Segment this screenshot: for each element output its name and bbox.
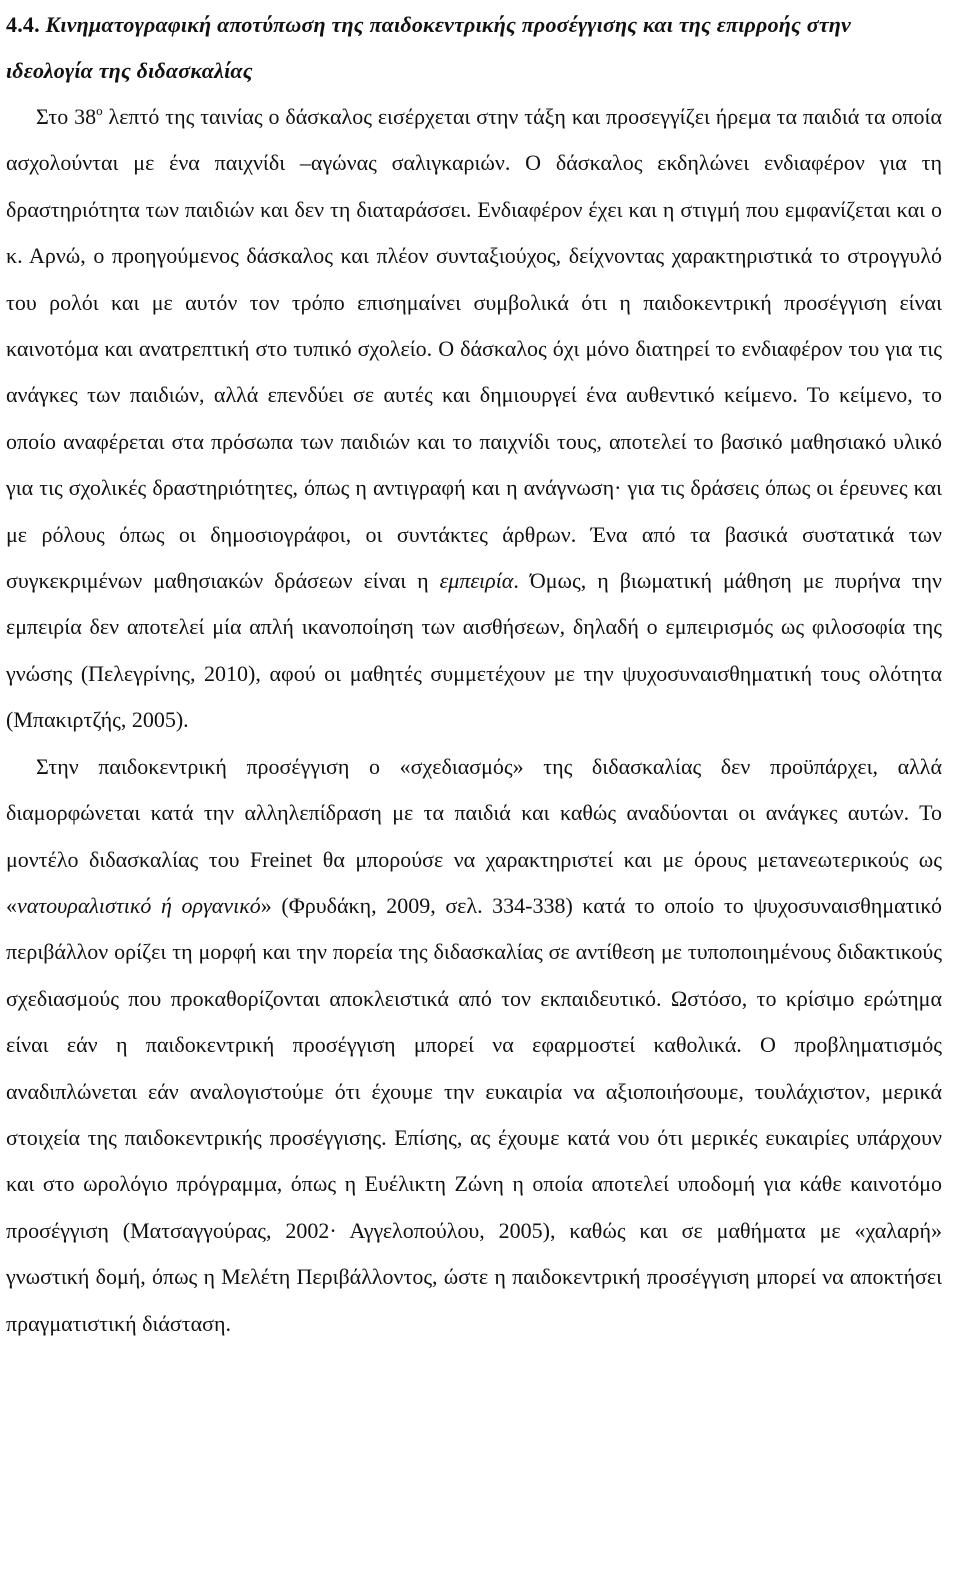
paragraph-1-text-c: . Όμως, η βιωματική μάθηση με πυρήνα την εμπειρία δεν αποτελεί μία απλή ικανοποίηση των αισθήσεων, δηλαδή ο εμπειρισμός ως φιλοσοφία της γνώσης (Πελεγρίνης, 2010), αφού οι μαθητές συμμετέχουν με την ψυχοσυναισθηματική τους ολότητα (Μπακιρτζής, 2005). <box>6 568 942 733</box>
paragraph-1 <box>6 94 942 744</box>
paragraph-1-text-a: Στο 38 <box>36 104 97 129</box>
paragraph-2 <box>6 744 942 1347</box>
section-title: Κινηματογραφική αποτύπωση της παιδοκεντρικής προσέγγισης και της επιρροής στην ιδεολογία της διδασκαλίας <box>6 12 852 83</box>
paragraph-1-text-b: λεπτό της ταινίας ο δάσκαλος εισέρχεται στην τάξη και προσεγγίζει ήρεμα τα παιδιά τα οποία ασχολούνται με ένα παιχνίδι –αγώνας σαλιγκαριών. Ο δάσκαλος εκδηλώνει ενδιαφέρον για τη δραστηριότητα των παιδιών και δεν τη διαταράσσει. Ενδιαφέρον έχει και η στιγμή που εμφανίζεται και ο κ. Αρνώ, ο προηγούμενος δάσκαλος και πλέον συνταξιούχος, δείχνοντας χαρακτηριστικά το στρογγυλό του ρολόι και με αυτόν τον τρόπο επισημαίνει συμβολικά ότι η παιδοκεντρική προσέγγιση είναι καινοτόμα και ανατρεπτική στο τυπικό σχολείο. Ο δάσκαλος όχι μόνο διατηρεί το ενδιαφέρον του για τις ανάγκες των παιδιών, αλλά επενδύει σε αυτές και δημιουργεί ένα αυθεντικό κείμενο. Το κείμενο, το οποίο αναφέρεται στα πρόσωπα των παιδιών και το παιχνίδι τους, αποτελεί το βασικό μαθησιακό υλικό για τις σχολικές δραστηριότητες, όπως η αντιγραφή και η ανάγνωση· για τις δράσεις όπως οι έρευνες και με ρόλους όπως οι δημοσιογράφοι, οι συντάκτες άρθρων. Ένα από τα βασικά συστατικά των συγκεκριμένων μαθησιακών δράσεων είναι η <box>6 104 942 594</box>
section-heading <box>6 0 942 94</box>
paragraph-2-text-a: Στην παιδοκεντρική προσέγγιση ο «σχεδιασμός» της διδασκαλίας δεν προϋπάρχει, αλλά διαμορφώνεται κατά την αλληλεπίδραση με τα παιδιά και καθώς αναδύονται οι ανάγκες αυτών. Το μοντέλο διδασκαλίας του Freinet θα μπορούσε να χαρακτηριστεί και με όρους μετανεωτερικούς ως « <box>6 753 942 918</box>
emphasis-naturalistic: νατουραλιστικό ή οργανικό <box>17 892 261 918</box>
emphasis-empeiria: εμπειρία <box>439 568 514 594</box>
ordinal-superscript: ο <box>96 103 103 118</box>
section-number: 4.4. <box>6 12 40 37</box>
paragraph-2-text-b: » (Φρυδάκη, 2009, σελ. 334-338) κατά το οποίο το ψυχοσυναισθηματικό περιβάλλον ορίζει τη μορφή και την πορεία της διδασκαλίας σε αντίθεση με τυποποιημένους διδακτικούς σχεδιασμούς που προκαθορίζονται αποκλειστικά από τον εκπαιδευτικό. Ωστόσο, το κρίσιμο ερώτημα είναι εάν η παιδοκεντρική προσέγγιση μπορεί να εφαρμοστεί καθολικά. Ο προβληματισμός αναδιπλώνεται εάν αναλογιστούμε ότι έχουμε την ευκαιρία να αξιοποιήσουμε, τουλάχιστον, μερικά στοιχεία της παιδοκεντρικής προσέγγισης. Επίσης, ας έχουμε κατά νου ότι μερικές ευκαιρίες υπάρχουν και στο ωρολόγιο πρόγραμμα, όπως η Ευέλικτη Ζώνη η οποία αποτελεί υποδομή για κάθε καινοτόμο προσέγγιση (Ματσαγγούρας, 2002· Αγγελοπούλου, 2005), καθώς και σε μαθήματα με «χαλαρή» γνωστική δομή, όπως η Μελέτη Περιβάλλοντος, ώστε η παιδοκεντρική προσέγγιση μπορεί να αποκτήσει πραγματιστική διάσταση. <box>6 892 942 1336</box>
